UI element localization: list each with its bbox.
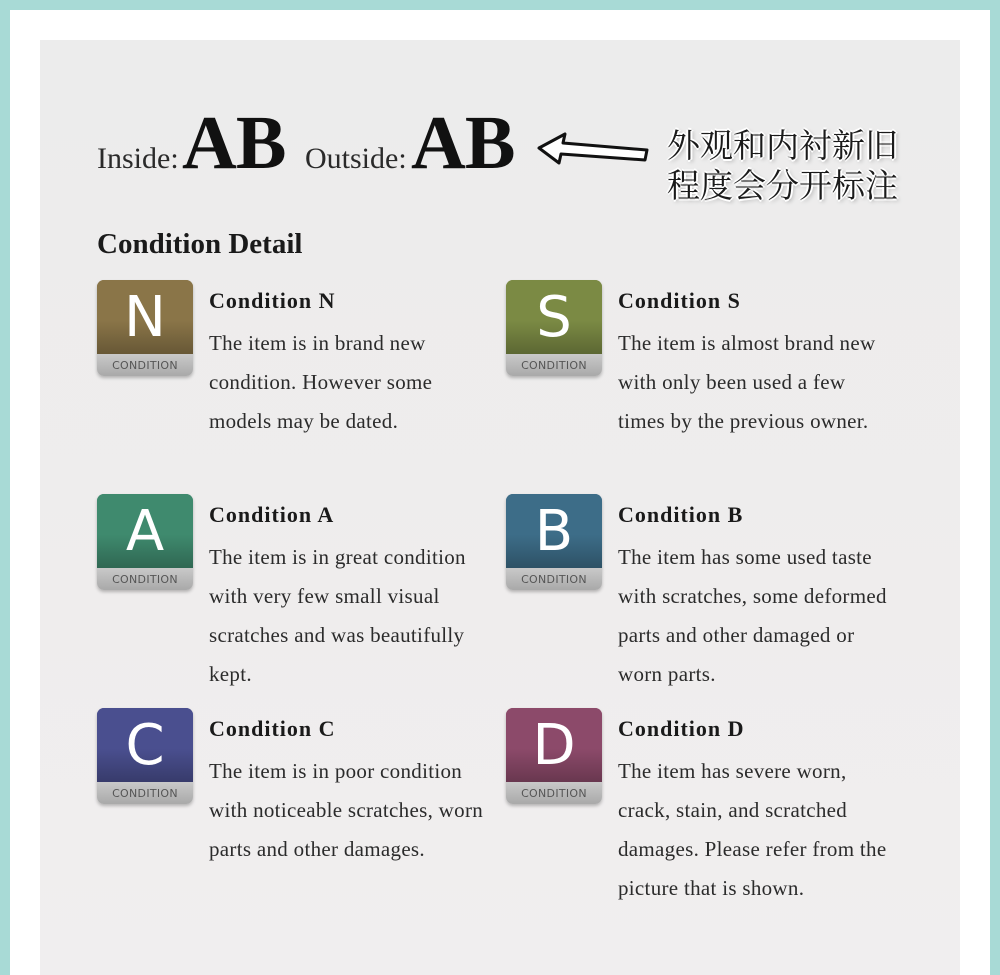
condition-title: Condition C — [209, 716, 336, 741]
condition-description: The item is in brand new condition. However some models may be dated. — [209, 331, 433, 433]
badge-letter: B — [506, 494, 602, 568]
badge-caption: CONDITION — [506, 354, 602, 376]
badge-letter: D — [506, 708, 602, 782]
condition-n-badge-icon — [97, 280, 193, 376]
condition-c-badge-icon — [97, 708, 193, 804]
condition-description: The item is in great condition with very few small visual scratches and was beautifully kept. — [209, 545, 466, 686]
condition-description: The item is almost brand new with only been used a few times by the previous owner. — [618, 331, 876, 433]
condition-title: Condition S — [618, 288, 741, 313]
condition-title: Condition A — [209, 502, 335, 527]
badge-letter: A — [97, 494, 193, 568]
condition-title: Condition B — [618, 502, 744, 527]
condition-d-badge-icon — [506, 708, 602, 804]
left-arrow-icon — [537, 130, 652, 170]
badge-letter: N — [97, 280, 193, 354]
condition-description: The item has some used taste with scratches, some deformed parts and other damaged or worn parts. — [618, 545, 887, 686]
condition-a-badge-icon — [97, 494, 193, 590]
badge-caption: CONDITION — [97, 568, 193, 590]
section-title: Condition Detail — [97, 228, 303, 260]
note-line-1: 外观和内衬新旧 — [667, 126, 898, 165]
outside-label: Outside: — [305, 142, 407, 175]
condition-s-badge-icon — [506, 280, 602, 376]
outside-grade: AB — [411, 101, 515, 185]
badge-caption: CONDITION — [97, 782, 193, 804]
condition-description: The item has severe worn, crack, stain, and scratched damages. Please refer from the picture that is shown. — [618, 759, 887, 900]
inside-grade: AB — [182, 101, 286, 185]
grade-header — [97, 100, 937, 205]
badge-caption: CONDITION — [506, 782, 602, 804]
badge-caption: CONDITION — [97, 354, 193, 376]
note-line-2: 程度会分开标注 — [667, 166, 898, 205]
condition-title: Condition D — [618, 716, 745, 741]
badge-letter: S — [506, 280, 602, 354]
badge-letter: C — [97, 708, 193, 782]
chinese-note — [667, 126, 927, 206]
inside-label: Inside: — [97, 142, 179, 175]
condition-title: Condition N — [209, 288, 336, 313]
condition-description: The item is in poor condition with noticeable scratches, worn parts and other damages. — [209, 759, 484, 861]
condition-b-badge-icon — [506, 494, 602, 590]
badge-caption: CONDITION — [506, 568, 602, 590]
